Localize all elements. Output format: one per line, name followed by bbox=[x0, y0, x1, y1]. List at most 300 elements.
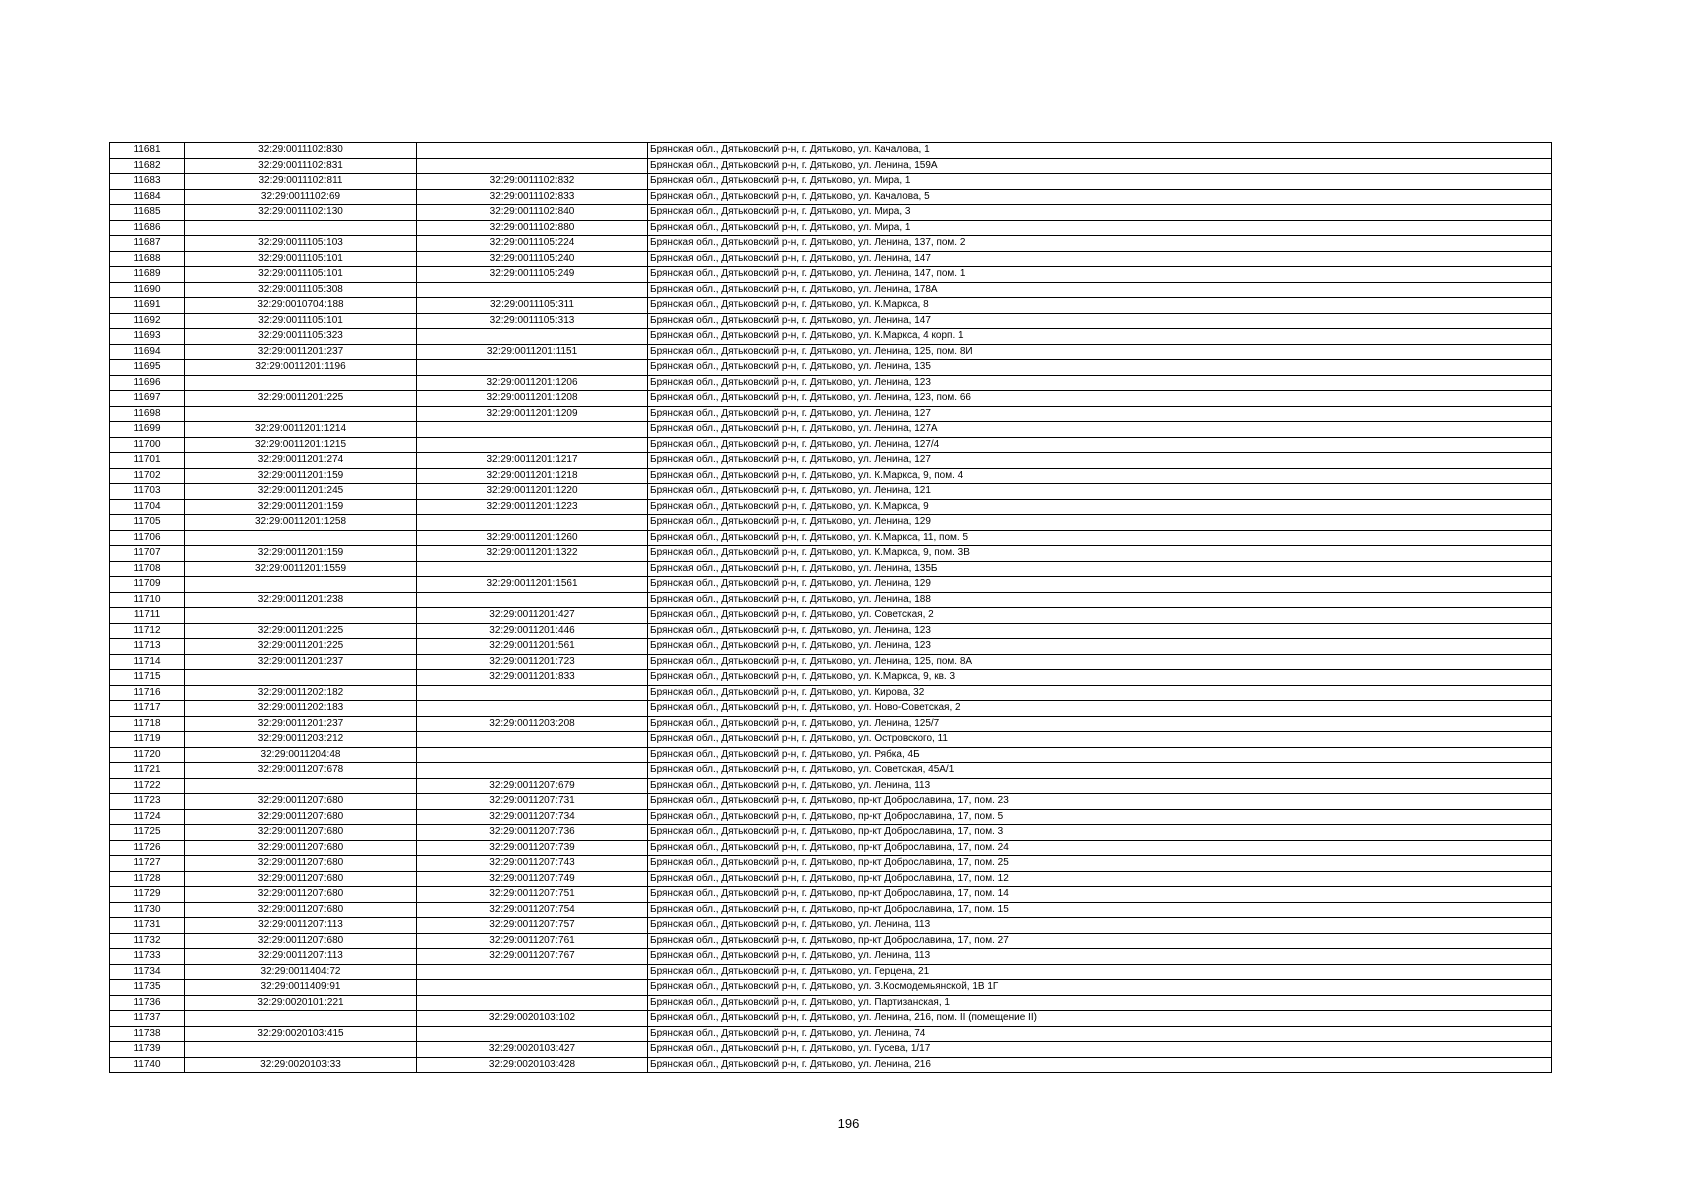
parcel-number-cell: 32:29:0010704:188 bbox=[185, 298, 417, 314]
row-number-cell: 11683 bbox=[110, 174, 185, 190]
row-number-cell: 11714 bbox=[110, 654, 185, 670]
parcel-number-cell: 32:29:0011201:159 bbox=[185, 499, 417, 515]
table-row bbox=[110, 1011, 1552, 1027]
row-number-cell: 11693 bbox=[110, 329, 185, 345]
table-row bbox=[110, 251, 1552, 267]
table-row bbox=[110, 437, 1552, 453]
table-row bbox=[110, 1042, 1552, 1058]
address-cell: Брянская обл., Дятьковский р-н, г. Дятьково, ул. К.Маркса, 4 корп. 1 bbox=[648, 329, 1552, 345]
object-number-cell: 32:29:0011207:767 bbox=[417, 949, 648, 965]
address-cell: Брянская обл., Дятьковский р-н, г. Дятьково, ул. Ленина, 127 bbox=[648, 453, 1552, 469]
parcel-number-cell: 32:29:0011207:680 bbox=[185, 871, 417, 887]
parcel-number-cell: 32:29:0011201:1258 bbox=[185, 515, 417, 531]
parcel-number-cell: 32:29:0011102:811 bbox=[185, 174, 417, 190]
table-row bbox=[110, 313, 1552, 329]
parcel-number-cell bbox=[185, 220, 417, 236]
address-cell: Брянская обл., Дятьковский р-н, г. Дятьково, ул. К.Маркса, 9, пом. 4 bbox=[648, 468, 1552, 484]
address-cell: Брянская обл., Дятьковский р-н, г. Дятьково, пр-кт Доброславина, 17, пом. 12 bbox=[648, 871, 1552, 887]
object-number-cell: 32:29:0011201:1209 bbox=[417, 406, 648, 422]
table-row bbox=[110, 933, 1552, 949]
row-number-cell: 11694 bbox=[110, 344, 185, 360]
object-number-cell: 32:29:0011102:880 bbox=[417, 220, 648, 236]
address-cell: Брянская обл., Дятьковский р-н, г. Дятьково, ул. Ленина, 178А bbox=[648, 282, 1552, 298]
address-cell: Брянская обл., Дятьковский р-н, г. Дятьково, ул. Герцена, 21 bbox=[648, 964, 1552, 980]
parcel-number-cell bbox=[185, 406, 417, 422]
row-number-cell: 11740 bbox=[110, 1057, 185, 1073]
parcel-number-cell: 32:29:0011207:680 bbox=[185, 794, 417, 810]
table-row bbox=[110, 747, 1552, 763]
object-number-cell: 32:29:0020103:427 bbox=[417, 1042, 648, 1058]
row-number-cell: 11718 bbox=[110, 716, 185, 732]
table-row bbox=[110, 143, 1552, 159]
row-number-cell: 11726 bbox=[110, 840, 185, 856]
parcel-number-cell: 32:29:0011201:274 bbox=[185, 453, 417, 469]
row-number-cell: 11715 bbox=[110, 670, 185, 686]
row-number-cell: 11735 bbox=[110, 980, 185, 996]
table-row bbox=[110, 701, 1552, 717]
parcel-number-cell: 32:29:0011409:91 bbox=[185, 980, 417, 996]
object-number-cell: 32:29:0011207:734 bbox=[417, 809, 648, 825]
parcel-number-cell: 32:29:0011207:680 bbox=[185, 902, 417, 918]
address-cell: Брянская обл., Дятьковский р-н, г. Дятьково, ул. Ленина, 135Б bbox=[648, 561, 1552, 577]
row-number-cell: 11688 bbox=[110, 251, 185, 267]
object-number-cell: 32:29:0020103:102 bbox=[417, 1011, 648, 1027]
address-cell: Брянская обл., Дятьковский р-н, г. Дятьково, ул. Ленина, 127/4 bbox=[648, 437, 1552, 453]
address-cell: Брянская обл., Дятьковский р-н, г. Дятьково, пр-кт Доброславина, 17, пом. 25 bbox=[648, 856, 1552, 872]
parcel-number-cell: 32:29:0020103:415 bbox=[185, 1026, 417, 1042]
table-row bbox=[110, 654, 1552, 670]
address-cell: Брянская обл., Дятьковский р-н, г. Дятьково, ул. Ленина, 188 bbox=[648, 592, 1552, 608]
row-number-cell: 11708 bbox=[110, 561, 185, 577]
parcel-number-cell bbox=[185, 670, 417, 686]
cadastral-table bbox=[109, 142, 1552, 1073]
table-row bbox=[110, 484, 1552, 500]
parcel-number-cell: 32:29:0011201:1196 bbox=[185, 360, 417, 376]
object-number-cell: 32:29:0011105:313 bbox=[417, 313, 648, 329]
parcel-number-cell bbox=[185, 608, 417, 624]
object-number-cell: 32:29:0011105:311 bbox=[417, 298, 648, 314]
parcel-number-cell: 32:29:0011201:237 bbox=[185, 344, 417, 360]
address-cell: Брянская обл., Дятьковский р-н, г. Дятьково, ул. Ленина, 121 bbox=[648, 484, 1552, 500]
row-number-cell: 11686 bbox=[110, 220, 185, 236]
address-cell: Брянская обл., Дятьковский р-н, г. Дятьково, пр-кт Доброславина, 17, пом. 23 bbox=[648, 794, 1552, 810]
parcel-number-cell: 32:29:0020101:221 bbox=[185, 995, 417, 1011]
row-number-cell: 11725 bbox=[110, 825, 185, 841]
table-row bbox=[110, 236, 1552, 252]
object-number-cell bbox=[417, 1026, 648, 1042]
row-number-cell: 11730 bbox=[110, 902, 185, 918]
address-cell: Брянская обл., Дятьковский р-н, г. Дятьково, ул. Ленина, 216, пом. II (помещение II) bbox=[648, 1011, 1552, 1027]
table-row bbox=[110, 267, 1552, 283]
object-number-cell: 32:29:0011207:757 bbox=[417, 918, 648, 934]
object-number-cell bbox=[417, 980, 648, 996]
row-number-cell: 11703 bbox=[110, 484, 185, 500]
object-number-cell bbox=[417, 282, 648, 298]
parcel-number-cell: 32:29:0011207:113 bbox=[185, 949, 417, 965]
table-row bbox=[110, 871, 1552, 887]
address-cell: Брянская обл., Дятьковский р-н, г. Дятьково, ул. Ленина, 123 bbox=[648, 375, 1552, 391]
address-cell: Брянская обл., Дятьковский р-н, г. Дятьково, ул. Гусева, 1/17 bbox=[648, 1042, 1552, 1058]
parcel-number-cell bbox=[185, 577, 417, 593]
object-number-cell: 32:29:0011201:1217 bbox=[417, 453, 648, 469]
address-cell: Брянская обл., Дятьковский р-н, г. Дятьково, ул. К.Маркса, 9, пом. 3В bbox=[648, 546, 1552, 562]
object-number-cell: 32:29:0011207:749 bbox=[417, 871, 648, 887]
row-number-cell: 11731 bbox=[110, 918, 185, 934]
address-cell: Брянская обл., Дятьковский р-н, г. Дятьково, ул. Ленина, 159А bbox=[648, 158, 1552, 174]
table-row bbox=[110, 329, 1552, 345]
table-row bbox=[110, 716, 1552, 732]
address-cell: Брянская обл., Дятьковский р-н, г. Дятьково, ул. Рябка, 4Б bbox=[648, 747, 1552, 763]
parcel-number-cell: 32:29:0011201:1214 bbox=[185, 422, 417, 438]
parcel-number-cell: 32:29:0011207:680 bbox=[185, 856, 417, 872]
address-cell: Брянская обл., Дятьковский р-н, г. Дятьково, ул. Качалова, 5 bbox=[648, 189, 1552, 205]
table-row bbox=[110, 375, 1552, 391]
row-number-cell: 11728 bbox=[110, 871, 185, 887]
object-number-cell: 32:29:0011201:561 bbox=[417, 639, 648, 655]
object-number-cell bbox=[417, 964, 648, 980]
parcel-number-cell: 32:29:0011207:680 bbox=[185, 933, 417, 949]
table-row bbox=[110, 840, 1552, 856]
row-number-cell: 11722 bbox=[110, 778, 185, 794]
table-row bbox=[110, 499, 1552, 515]
row-number-cell: 11712 bbox=[110, 623, 185, 639]
table-row bbox=[110, 546, 1552, 562]
table-row bbox=[110, 577, 1552, 593]
table-row bbox=[110, 608, 1552, 624]
row-number-cell: 11723 bbox=[110, 794, 185, 810]
parcel-number-cell: 32:29:0011201:225 bbox=[185, 623, 417, 639]
table-row bbox=[110, 732, 1552, 748]
parcel-number-cell: 32:29:0011207:680 bbox=[185, 809, 417, 825]
parcel-number-cell: 32:29:0011207:680 bbox=[185, 825, 417, 841]
address-cell: Брянская обл., Дятьковский р-н, г. Дятьково, пр-кт Доброславина, 17, пом. 5 bbox=[648, 809, 1552, 825]
object-number-cell: 32:29:0011102:832 bbox=[417, 174, 648, 190]
object-number-cell: 32:29:0011102:833 bbox=[417, 189, 648, 205]
row-number-cell: 11697 bbox=[110, 391, 185, 407]
parcel-number-cell: 32:29:0011105:323 bbox=[185, 329, 417, 345]
table-row bbox=[110, 174, 1552, 190]
page-number: 196 bbox=[837, 1116, 860, 1131]
address-cell: Брянская обл., Дятьковский р-н, г. Дятьково, ул. Ленина, 123 bbox=[648, 623, 1552, 639]
object-number-cell bbox=[417, 360, 648, 376]
address-cell: Брянская обл., Дятьковский р-н, г. Дятьково, ул. Ленина, 147 bbox=[648, 313, 1552, 329]
parcel-number-cell: 32:29:0011204:48 bbox=[185, 747, 417, 763]
address-cell: Брянская обл., Дятьковский р-н, г. Дятьково, пр-кт Доброславина, 17, пом. 27 bbox=[648, 933, 1552, 949]
object-number-cell: 32:29:0011207:731 bbox=[417, 794, 648, 810]
parcel-number-cell: 32:29:0011201:225 bbox=[185, 391, 417, 407]
object-number-cell: 32:29:0011201:1260 bbox=[417, 530, 648, 546]
object-number-cell bbox=[417, 329, 648, 345]
object-number-cell: 32:29:0011207:736 bbox=[417, 825, 648, 841]
parcel-number-cell: 32:29:0011207:678 bbox=[185, 763, 417, 779]
row-number-cell: 11707 bbox=[110, 546, 185, 562]
object-number-cell bbox=[417, 437, 648, 453]
address-cell: Брянская обл., Дятьковский р-н, г. Дятьково, ул. Качалова, 1 bbox=[648, 143, 1552, 159]
parcel-number-cell: 32:29:0011105:101 bbox=[185, 267, 417, 283]
parcel-number-cell: 32:29:0011102:69 bbox=[185, 189, 417, 205]
table-row bbox=[110, 825, 1552, 841]
address-cell: Брянская обл., Дятьковский р-н, г. Дятьково, ул. Ленина, 113 bbox=[648, 778, 1552, 794]
address-cell: Брянская обл., Дятьковский р-н, г. Дятьково, ул. Ленина, 113 bbox=[648, 918, 1552, 934]
row-number-cell: 11687 bbox=[110, 236, 185, 252]
address-cell: Брянская обл., Дятьковский р-н, г. Дятьково, ул. Ленина, 125, пом. 8И bbox=[648, 344, 1552, 360]
table-row bbox=[110, 220, 1552, 236]
object-number-cell: 32:29:0011201:1206 bbox=[417, 375, 648, 391]
object-number-cell bbox=[417, 158, 648, 174]
row-number-cell: 11729 bbox=[110, 887, 185, 903]
object-number-cell: 32:29:0011105:249 bbox=[417, 267, 648, 283]
table-row bbox=[110, 949, 1552, 965]
row-number-cell: 11705 bbox=[110, 515, 185, 531]
object-number-cell: 32:29:0011201:1561 bbox=[417, 577, 648, 593]
object-number-cell: 32:29:0011105:240 bbox=[417, 251, 648, 267]
table-row bbox=[110, 670, 1552, 686]
parcel-number-cell: 32:29:0011201:159 bbox=[185, 546, 417, 562]
object-number-cell: 32:29:0011207:679 bbox=[417, 778, 648, 794]
address-cell: Брянская обл., Дятьковский р-н, г. Дятьково, ул. З.Космодемьянской, 1В 1Г bbox=[648, 980, 1552, 996]
row-number-cell: 11691 bbox=[110, 298, 185, 314]
object-number-cell: 32:29:0020103:428 bbox=[417, 1057, 648, 1073]
object-number-cell: 32:29:0011207:754 bbox=[417, 902, 648, 918]
row-number-cell: 11734 bbox=[110, 964, 185, 980]
address-cell: Брянская обл., Дятьковский р-н, г. Дятьково, ул. Ленина, 127 bbox=[648, 406, 1552, 422]
address-cell: Брянская обл., Дятьковский р-н, г. Дятьково, ул. Ленина, 216 bbox=[648, 1057, 1552, 1073]
address-cell: Брянская обл., Дятьковский р-н, г. Дятьково, ул. Ленина, 129 bbox=[648, 577, 1552, 593]
address-cell: Брянская обл., Дятьковский р-н, г. Дятьково, ул. Мира, 1 bbox=[648, 220, 1552, 236]
object-number-cell: 32:29:0011203:208 bbox=[417, 716, 648, 732]
row-number-cell: 11736 bbox=[110, 995, 185, 1011]
parcel-number-cell: 32:29:0011102:130 bbox=[185, 205, 417, 221]
parcel-number-cell: 32:29:0011102:831 bbox=[185, 158, 417, 174]
object-number-cell: 32:29:0011207:739 bbox=[417, 840, 648, 856]
row-number-cell: 11695 bbox=[110, 360, 185, 376]
address-cell: Брянская обл., Дятьковский р-н, г. Дятьково, ул. Ленина, 127А bbox=[648, 422, 1552, 438]
row-number-cell: 11710 bbox=[110, 592, 185, 608]
object-number-cell bbox=[417, 763, 648, 779]
table-row bbox=[110, 778, 1552, 794]
table-row bbox=[110, 995, 1552, 1011]
parcel-number-cell: 32:29:0011207:113 bbox=[185, 918, 417, 934]
object-number-cell: 32:29:0011207:743 bbox=[417, 856, 648, 872]
parcel-number-cell bbox=[185, 1011, 417, 1027]
address-cell: Брянская обл., Дятьковский р-н, г. Дятьково, пр-кт Доброславина, 17, пом. 3 bbox=[648, 825, 1552, 841]
row-number-cell: 11706 bbox=[110, 530, 185, 546]
parcel-number-cell bbox=[185, 778, 417, 794]
table-row bbox=[110, 422, 1552, 438]
table-row bbox=[110, 298, 1552, 314]
address-cell: Брянская обл., Дятьковский р-н, г. Дятьково, ул. Ленина, 125, пом. 8А bbox=[648, 654, 1552, 670]
address-cell: Брянская обл., Дятьковский р-н, г. Дятьково, пр-кт Доброславина, 17, пом. 15 bbox=[648, 902, 1552, 918]
table-row bbox=[110, 453, 1552, 469]
parcel-number-cell: 32:29:0011201:245 bbox=[185, 484, 417, 500]
table-row bbox=[110, 468, 1552, 484]
address-cell: Брянская обл., Дятьковский р-н, г. Дятьково, ул. Ленина, 147 bbox=[648, 251, 1552, 267]
row-number-cell: 11699 bbox=[110, 422, 185, 438]
address-cell: Брянская обл., Дятьковский р-н, г. Дятьково, ул. К.Маркса, 9 bbox=[648, 499, 1552, 515]
parcel-number-cell: 32:29:0011105:101 bbox=[185, 251, 417, 267]
object-number-cell: 32:29:0011201:833 bbox=[417, 670, 648, 686]
parcel-number-cell bbox=[185, 530, 417, 546]
row-number-cell: 11689 bbox=[110, 267, 185, 283]
row-number-cell: 11721 bbox=[110, 763, 185, 779]
table-row bbox=[110, 344, 1552, 360]
parcel-number-cell: 32:29:0011201:237 bbox=[185, 654, 417, 670]
row-number-cell: 11682 bbox=[110, 158, 185, 174]
parcel-number-cell: 32:29:0011201:225 bbox=[185, 639, 417, 655]
object-number-cell bbox=[417, 701, 648, 717]
row-number-cell: 11719 bbox=[110, 732, 185, 748]
object-number-cell: 32:29:0011201:446 bbox=[417, 623, 648, 639]
object-number-cell: 32:29:0011201:1208 bbox=[417, 391, 648, 407]
table-row bbox=[110, 887, 1552, 903]
table-row bbox=[110, 809, 1552, 825]
address-cell: Брянская обл., Дятьковский р-н, г. Дятьково, ул. Ленина, 123, пом. 66 bbox=[648, 391, 1552, 407]
parcel-number-cell: 32:29:0011201:1559 bbox=[185, 561, 417, 577]
object-number-cell bbox=[417, 592, 648, 608]
object-number-cell bbox=[417, 995, 648, 1011]
parcel-number-cell: 32:29:0011207:680 bbox=[185, 887, 417, 903]
row-number-cell: 11701 bbox=[110, 453, 185, 469]
table-row bbox=[110, 530, 1552, 546]
table-row bbox=[110, 856, 1552, 872]
table-row bbox=[110, 1026, 1552, 1042]
address-cell: Брянская обл., Дятьковский р-н, г. Дятьково, ул. Советская, 2 bbox=[648, 608, 1552, 624]
table-row bbox=[110, 902, 1552, 918]
parcel-number-cell: 32:29:0011201:237 bbox=[185, 716, 417, 732]
address-cell: Брянская обл., Дятьковский р-н, г. Дятьково, ул. Ленина, 129 bbox=[648, 515, 1552, 531]
address-cell: Брянская обл., Дятьковский р-н, г. Дятьково, пр-кт Доброславина, 17, пом. 14 bbox=[648, 887, 1552, 903]
row-number-cell: 11700 bbox=[110, 437, 185, 453]
row-number-cell: 11713 bbox=[110, 639, 185, 655]
table-row bbox=[110, 406, 1552, 422]
object-number-cell: 32:29:0011102:840 bbox=[417, 205, 648, 221]
row-number-cell: 11727 bbox=[110, 856, 185, 872]
address-cell: Брянская обл., Дятьковский р-н, г. Дятьково, ул. Мира, 3 bbox=[648, 205, 1552, 221]
address-cell: Брянская обл., Дятьковский р-н, г. Дятьково, ул. К.Маркса, 9, кв. 3 bbox=[648, 670, 1552, 686]
object-number-cell: 32:29:0011201:723 bbox=[417, 654, 648, 670]
row-number-cell: 11698 bbox=[110, 406, 185, 422]
object-number-cell bbox=[417, 422, 648, 438]
table-row bbox=[110, 282, 1552, 298]
parcel-number-cell: 32:29:0011105:103 bbox=[185, 236, 417, 252]
table-body bbox=[110, 143, 1552, 1073]
row-number-cell: 11720 bbox=[110, 747, 185, 763]
row-number-cell: 11684 bbox=[110, 189, 185, 205]
row-number-cell: 11702 bbox=[110, 468, 185, 484]
table-row bbox=[110, 763, 1552, 779]
parcel-number-cell bbox=[185, 375, 417, 391]
object-number-cell: 32:29:0011201:427 bbox=[417, 608, 648, 624]
row-number-cell: 11717 bbox=[110, 701, 185, 717]
parcel-number-cell: 32:29:0011105:308 bbox=[185, 282, 417, 298]
row-number-cell: 11692 bbox=[110, 313, 185, 329]
table-row bbox=[110, 685, 1552, 701]
table-row bbox=[110, 189, 1552, 205]
table-row bbox=[110, 964, 1552, 980]
address-cell: Брянская обл., Дятьковский р-н, г. Дятьково, ул. Ленина, 123 bbox=[648, 639, 1552, 655]
address-cell: Брянская обл., Дятьковский р-н, г. Дятьково, ул. Ленина, 74 bbox=[648, 1026, 1552, 1042]
object-number-cell bbox=[417, 732, 648, 748]
row-number-cell: 11685 bbox=[110, 205, 185, 221]
object-number-cell: 32:29:0011201:1223 bbox=[417, 499, 648, 515]
row-number-cell: 11690 bbox=[110, 282, 185, 298]
row-number-cell: 11732 bbox=[110, 933, 185, 949]
parcel-number-cell: 32:29:0011202:183 bbox=[185, 701, 417, 717]
row-number-cell: 11704 bbox=[110, 499, 185, 515]
row-number-cell: 11716 bbox=[110, 685, 185, 701]
object-number-cell: 32:29:0011207:751 bbox=[417, 887, 648, 903]
object-number-cell bbox=[417, 685, 648, 701]
address-cell: Брянская обл., Дятьковский р-н, г. Дятьково, ул. Мира, 1 bbox=[648, 174, 1552, 190]
object-number-cell bbox=[417, 747, 648, 763]
address-cell: Брянская обл., Дятьковский р-н, г. Дятьково, ул. Островского, 11 bbox=[648, 732, 1552, 748]
object-number-cell: 32:29:0011201:1151 bbox=[417, 344, 648, 360]
table-row bbox=[110, 623, 1552, 639]
row-number-cell: 11709 bbox=[110, 577, 185, 593]
row-number-cell: 11681 bbox=[110, 143, 185, 159]
row-number-cell: 11724 bbox=[110, 809, 185, 825]
address-cell: Брянская обл., Дятьковский р-н, г. Дятьково, ул. Ленина, 113 bbox=[648, 949, 1552, 965]
object-number-cell bbox=[417, 515, 648, 531]
table-row bbox=[110, 360, 1552, 376]
parcel-number-cell: 32:29:0011201:238 bbox=[185, 592, 417, 608]
parcel-number-cell bbox=[185, 1042, 417, 1058]
address-cell: Брянская обл., Дятьковский р-н, г. Дятьково, ул. Кирова, 32 bbox=[648, 685, 1552, 701]
table-row bbox=[110, 391, 1552, 407]
address-cell: Брянская обл., Дятьковский р-н, г. Дятьково, ул. Советская, 45А/1 bbox=[648, 763, 1552, 779]
parcel-number-cell: 32:29:0011201:159 bbox=[185, 468, 417, 484]
parcel-number-cell: 32:29:0011404:72 bbox=[185, 964, 417, 980]
parcel-number-cell: 32:29:0011105:101 bbox=[185, 313, 417, 329]
table-row bbox=[110, 918, 1552, 934]
address-cell: Брянская обл., Дятьковский р-н, г. Дятьково, ул. Ленина, 147, пом. 1 bbox=[648, 267, 1552, 283]
object-number-cell: 32:29:0011201:1220 bbox=[417, 484, 648, 500]
row-number-cell: 11739 bbox=[110, 1042, 185, 1058]
table-row bbox=[110, 561, 1552, 577]
object-number-cell: 32:29:0011105:224 bbox=[417, 236, 648, 252]
object-number-cell: 32:29:0011201:1218 bbox=[417, 468, 648, 484]
table-row bbox=[110, 158, 1552, 174]
row-number-cell: 11696 bbox=[110, 375, 185, 391]
parcel-number-cell: 32:29:0011202:182 bbox=[185, 685, 417, 701]
table-row bbox=[110, 592, 1552, 608]
parcel-number-cell: 32:29:0011201:1215 bbox=[185, 437, 417, 453]
object-number-cell: 32:29:0011207:761 bbox=[417, 933, 648, 949]
parcel-number-cell: 32:29:0011203:212 bbox=[185, 732, 417, 748]
parcel-number-cell: 32:29:0011207:680 bbox=[185, 840, 417, 856]
address-cell: Брянская обл., Дятьковский р-н, г. Дятьково, ул. Ленина, 135 bbox=[648, 360, 1552, 376]
address-cell: Брянская обл., Дятьковский р-н, г. Дятьково, ул. Ленина, 137, пом. 2 bbox=[648, 236, 1552, 252]
address-cell: Брянская обл., Дятьковский р-н, г. Дятьково, ул. К.Маркса, 8 bbox=[648, 298, 1552, 314]
address-cell: Брянская обл., Дятьковский р-н, г. Дятьково, пр-кт Доброславина, 17, пом. 24 bbox=[648, 840, 1552, 856]
row-number-cell: 11733 bbox=[110, 949, 185, 965]
row-number-cell: 11737 bbox=[110, 1011, 185, 1027]
table-row bbox=[110, 515, 1552, 531]
object-number-cell: 32:29:0011201:1322 bbox=[417, 546, 648, 562]
row-number-cell: 11738 bbox=[110, 1026, 185, 1042]
table-row bbox=[110, 794, 1552, 810]
parcel-number-cell: 32:29:0011102:830 bbox=[185, 143, 417, 159]
address-cell: Брянская обл., Дятьковский р-н, г. Дятьково, ул. К.Маркса, 11, пом. 5 bbox=[648, 530, 1552, 546]
table-row bbox=[110, 639, 1552, 655]
address-cell: Брянская обл., Дятьковский р-н, г. Дятьково, ул. Партизанская, 1 bbox=[648, 995, 1552, 1011]
object-number-cell bbox=[417, 143, 648, 159]
address-cell: Брянская обл., Дятьковский р-н, г. Дятьково, ул. Ново-Советская, 2 bbox=[648, 701, 1552, 717]
object-number-cell bbox=[417, 561, 648, 577]
table-row bbox=[110, 205, 1552, 221]
table-row bbox=[110, 1057, 1552, 1073]
address-cell: Брянская обл., Дятьковский р-н, г. Дятьково, ул. Ленина, 125/7 bbox=[648, 716, 1552, 732]
